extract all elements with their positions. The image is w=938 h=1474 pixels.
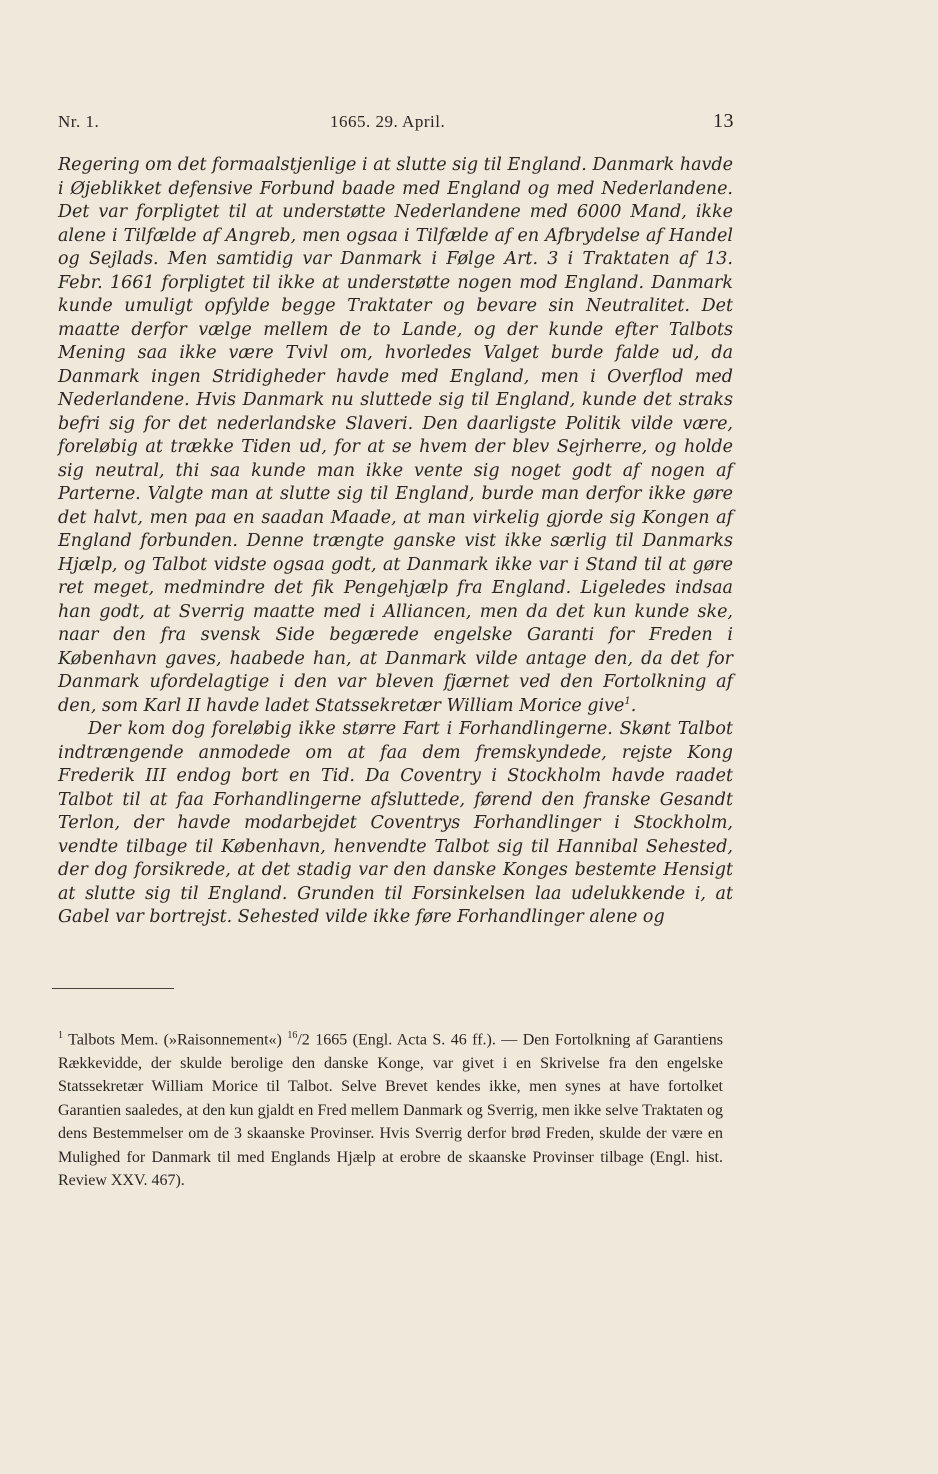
footnote-divider [52, 988, 174, 989]
journal-number: Nr. 1. [58, 112, 100, 131]
footnote-date-den: /2 [297, 1031, 310, 1049]
footnote-text-b: 1665 (Engl. Acta S. 46 ff.). — Den Fortolkning af Garantiens Rækkevidde, der skulde berolige den danske Konge, var givet i en Skrivelse fra den engelske Statssekretær William Morice til Talbot. Selve Brevet kendes ikke, men synes at have fortolket Garantien saaledes, at den kun gjaldt en Fred mellem Danmark og Sverrig, men ikke selve Traktaten og dens Bestemmelser om de 3 skaanske Provinser. Hvis Sverrig derfor brød Freden, skulde der være en Mulighed for Danmark til med Englands Hjælp at erobre de skaanske Provinser tilbage (Engl. hist. Review XXV. 467). [58, 1031, 723, 1190]
paragraph-1 [58, 154, 733, 718]
paragraph-1-text: Regering om det formaalstjenlige i at slutte sig til England. Danmark havde i Øjeblikket defensive Forbund baade med England og med Nederlandene. Det var forpligtet til at understøtte Nederlandene med 6000 Mand, ikke alene i Tilfælde af Angreb, men ogsaa i Tilfælde af en Afbrydelse af Handel og Sejlads. Men samtidig var Danmark i Følge Art. 3 i Traktaten af 13. Febr. 1661 forpligtet til ikke at understøtte nogen mod England. Danmark kunde umuligt opfylde begge Traktater og bevare sin Neutralitet. Det maatte derfor vælge mellem de to Lande, og der kunde efter Talbots Mening saa ikke være Tvivl om, hvorledes Valget burde falde ud, da Danmark ingen Stridigheder havde med England, men i Overflod med Nederlandene. Hvis Danmark nu sluttede sig til England, kunde det straks befri sig for det nederlandske Slaveri. Den daarligste Politik vilde være, foreløbig at trække Tiden ud, for at se hvem der blev Sejrherre, og holde sig neutral, thi saa kunde man ikke vente sig noget godt af nogen af Parterne. Valgte man at slutte sig til England, burde man derfor ikke gøre det halvt, men paa en saadan Maade, at man virkelig gjorde sig Kongen af England forbunden. Denne trængte ganske vist ikke særlig til Danmarks Hjælp, og Talbot vidste ogsaa godt, at Danmark ikke var i Stand til at gøre ret meget, medmindre det fik Pengehjælp fra England. Ligeledes indsaa han godt, at Sverrig maatte med i Alliancen, men da det kun kunde ske, naar den fra svensk Side begærede engelske Garanti for Freden i København gaves, haabede han, at Danmark vilde antage den, da det for Danmark ufordelagtige i den var bleven fjærnet ved den Fortolkning af den, som Karl II havde ladet Statssekretær William Morice give [58, 155, 733, 716]
footnote-marker: 1 [58, 1030, 63, 1041]
page-number: 13 [713, 110, 734, 132]
main-text [58, 154, 733, 930]
paragraph-2: Der kom dog foreløbig ikke større Fart i Forhandlingerne. Skønt Talbot indtrængende anmodede om at faa dem fremskyndede, rejste Kong Frederik III endog bort en Tid. Da Coventry i Stockholm havde raadet Talbot til at faa Forhandlingerne afsluttede, førend den franske Gesandt Terlon, der havde modarbejdet Coventrys Forhandlinger i Stockholm, vendte tilbage til København, henvendte Talbot sig til Hannibal Sehested, der dog forsikrede, at det stadig var den danske Konges bestemte Hensigt at slutte sig til England. Grunden til Forsinkelsen laa udelukkende i, at Gabel var bortrejst. Sehested vilde ikke føre Forhandlinger alene og [58, 719, 733, 927]
footnote-reference: 1 [624, 695, 631, 707]
footnote-date-num: 16 [287, 1030, 298, 1041]
footnote-text-a: Talbots Mem. (»Raisonnement«) [68, 1031, 288, 1049]
entry-date: 1665. 29. April. [330, 112, 446, 131]
paragraph-1-end: . [630, 695, 637, 716]
footnote [58, 1024, 723, 1193]
